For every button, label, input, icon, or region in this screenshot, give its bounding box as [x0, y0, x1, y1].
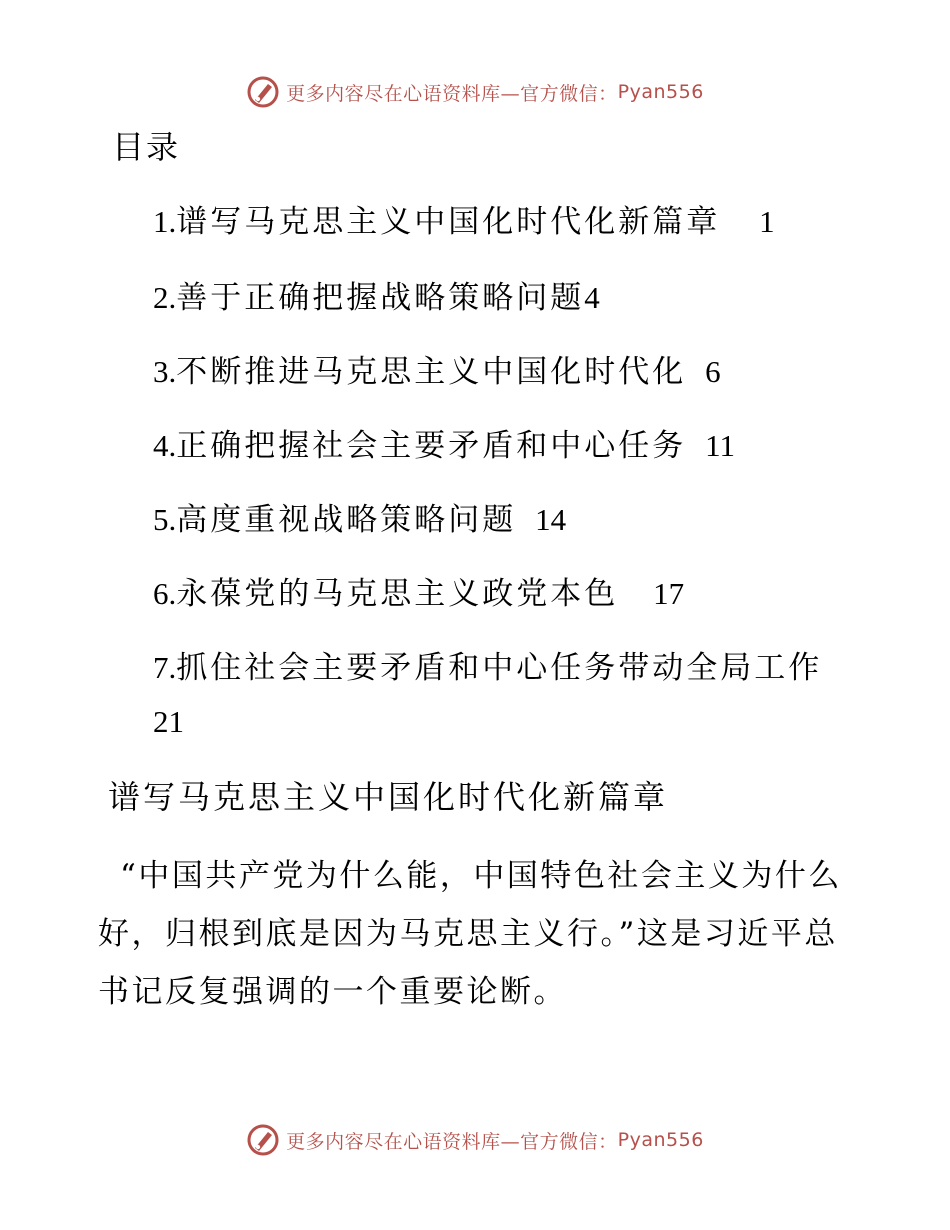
watermark-id: Pyan556 [617, 81, 704, 103]
toc-item-title: 谱写马克思主义中国化时代化新篇章 [176, 204, 721, 240]
toc-item[interactable] [153, 346, 721, 391]
toc-item-number: 7. [153, 650, 177, 685]
toc-item-title: 正确把握社会主要矛盾和中心任务 [176, 428, 687, 464]
toc-item-page: 14 [535, 502, 567, 537]
watermark-footer [0, 1120, 950, 1160]
toc-item-title: 抓住社会主要矛盾和中心任务带动全局工作 [176, 650, 823, 686]
toc-item[interactable] [153, 642, 822, 687]
toc-item-title: 不断推进马克思主义中国化时代化 [176, 354, 687, 390]
watermark-text: 更多内容尽在心语资料库—官方微信： [286, 82, 618, 105]
toc-item-number: 5. [153, 502, 177, 537]
body-paragraph: “中国共产党为什么能，中国特色社会主义为什么好，归根到底是因为马克思主义行。”这是习近平总书记反复强调的一个重要论断。 [98, 858, 842, 1010]
toc-item[interactable] [153, 196, 775, 241]
toc-item-number: 1. [153, 204, 177, 239]
toc-item-number: 3. [153, 354, 177, 389]
toc-item[interactable] [153, 568, 684, 613]
toc-item[interactable] [153, 494, 566, 539]
toc-item-title: 善于正确把握战略策略问题 [176, 280, 585, 316]
toc-title: 目录 [112, 128, 181, 166]
toc-item-page: 17 [653, 576, 685, 611]
toc-item[interactable] [153, 420, 735, 465]
toc-item-page: 4 [584, 280, 600, 315]
watermark-id: Pyan556 [617, 1129, 704, 1151]
toc-item-page: 6 [705, 354, 721, 389]
toc-item-page: 21 [153, 704, 184, 739]
pen-logo-icon [246, 1123, 280, 1157]
pen-logo-icon [246, 75, 280, 109]
toc-item-page: 1 [759, 204, 775, 239]
watermark-header [0, 72, 950, 112]
toc-item-title: 永葆党的马克思主义政党本色 [176, 576, 619, 612]
toc-item-number: 2. [153, 280, 177, 315]
toc-item-number: 4. [153, 428, 177, 463]
section-heading: 谱写马克思主义中国化时代化新篇章 [108, 778, 669, 816]
toc-item-number: 6. [153, 576, 177, 611]
watermark-text: 更多内容尽在心语资料库—官方微信： [286, 1130, 618, 1153]
toc-item-title: 高度重视战略策略问题 [176, 502, 517, 538]
toc-item[interactable] [153, 272, 600, 317]
toc-item-page: 11 [705, 428, 735, 463]
